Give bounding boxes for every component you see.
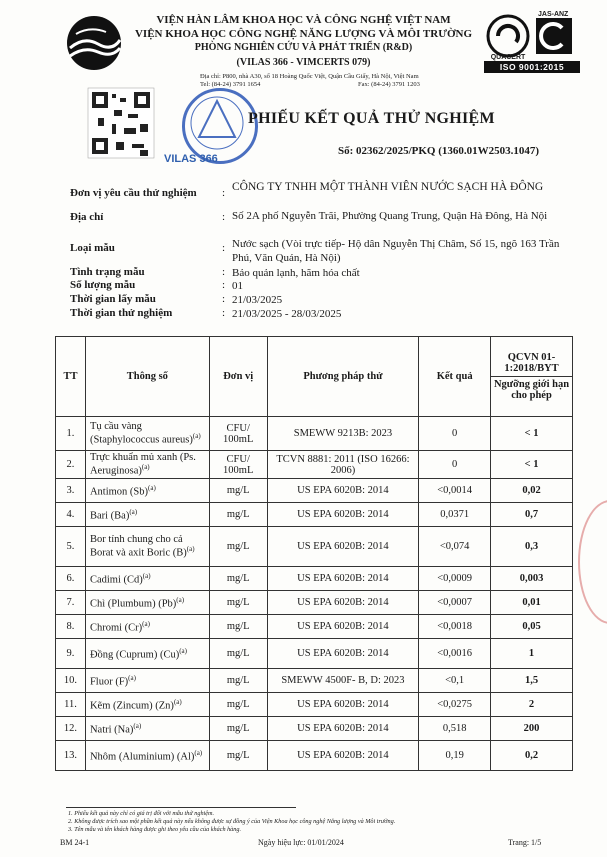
qr-code <box>68 84 168 162</box>
cell-tt: 8. <box>56 615 86 639</box>
cell-limit: < 1 <box>491 451 573 479</box>
cell-limit: 0,02 <box>491 479 573 503</box>
quacert-label: QUACERT <box>490 54 526 61</box>
note-3: 3. Tên mẫu và tên khách hàng được ghi theo yêu cầu của khách hàng. <box>68 826 242 833</box>
info-value-sample-type: Nước sạch (Vòi trực tiếp- Hộ dân Nguyễn Thị Châm, Số 15, ngõ 163 Trần Phú, Văn Quán, Hà Nội) <box>232 238 560 264</box>
cell-limit: 0,003 <box>491 567 573 591</box>
table-row <box>56 417 573 451</box>
table-row <box>56 639 573 669</box>
table-row <box>56 693 573 717</box>
header-limit <box>491 337 573 417</box>
cell-method: US EPA 6020B: 2014 <box>267 503 419 527</box>
vilas-badge-label: VILAS 366 <box>164 153 218 165</box>
cell-result: <0,0007 <box>419 591 491 615</box>
cell-method: US EPA 6020B: 2014 <box>267 717 419 741</box>
header-fax: Fax: (84-24) 3791 1203 <box>358 81 420 88</box>
header-limit-label: Ngưỡng giới hạn cho phép <box>493 379 570 401</box>
cell-method: US EPA 6020B: 2014 <box>267 639 419 669</box>
table-row <box>56 567 573 591</box>
cell-param: Cadimi $(Cd)^{(a)}$ <box>85 567 209 591</box>
accreditation-mark: (a) <box>129 507 138 516</box>
cell-unit: CFU/ 100mL <box>209 417 267 451</box>
cell-tt: 4. <box>56 503 86 527</box>
cell-result: <0,074 <box>419 527 491 567</box>
accreditation-mark: (a) <box>173 697 182 706</box>
cell-tt: 12. <box>56 717 86 741</box>
cell-param: Bor tính chung cho cả Borat và axit Boric $(B)^{(a)}$ <box>85 527 209 567</box>
table-row <box>56 451 573 479</box>
info-label-sampling-time: Thời gian lấy mẫu <box>70 293 156 305</box>
info-value-test-time: 21/03/2025 - 28/03/2025 <box>232 308 342 320</box>
table-row <box>56 717 573 741</box>
table-row <box>56 591 573 615</box>
info-colon: : <box>222 211 226 223</box>
accreditation-mark: (a) <box>148 483 156 492</box>
cell-method: SMEWW 9213B: 2023 <box>267 417 419 451</box>
cell-param: Natri $(Na)^{(a)}$ <box>85 717 209 741</box>
accreditation-mark: (a) <box>176 595 185 604</box>
cell-result: 0,518 <box>419 717 491 741</box>
info-colon: : <box>222 293 226 305</box>
cell-tt: 11. <box>56 693 86 717</box>
info-label-address: Địa chỉ <box>70 211 104 223</box>
cell-unit: mg/L <box>209 479 267 503</box>
cell-method: SMEWW 4500F- B, D: 2023 <box>267 669 419 693</box>
accreditation-mark: (a) <box>142 571 151 580</box>
info-label-sample-type: Loại mẫu <box>70 242 115 254</box>
info-label-test-time: Thời gian thử nghiệm <box>70 307 173 319</box>
cell-method: US EPA 6020B: 2014 <box>267 615 419 639</box>
header-department: PHÒNG NGHIÊN CỨU VÀ PHÁT TRIỂN (R&D) <box>194 42 413 53</box>
header-result: Kết quả <box>419 337 491 417</box>
cell-param: Chromi $(Cr)^{(a)}$ <box>85 615 209 639</box>
header-method: Phương pháp thử <box>267 337 419 417</box>
info-colon: : <box>222 266 226 278</box>
cell-unit: CFU/ 100mL <box>209 451 267 479</box>
results-table <box>55 336 573 771</box>
note-2: 2. Không được trích sao một phần kết quả này nếu không được sự đồng ý của Viện Khoa học công nghệ Năng lượng và Môi trường. <box>68 818 396 825</box>
accreditation-mark: (a) <box>179 646 187 655</box>
cell-param: Tụ cầu vàng (Staphylococcus aureus)$^{(a)}$ <box>85 417 209 451</box>
cell-method: US EPA 6020B: 2014 <box>267 741 419 771</box>
notes-divider <box>66 807 296 808</box>
info-value-condition: Bảo quản lạnh, hãm hóa chất <box>232 267 360 279</box>
cell-param: Đồng (Cuprum) $(Cu)^{(a)}$ <box>85 639 209 669</box>
red-seal-stamp <box>578 500 607 624</box>
info-value-quantity: 01 <box>232 280 243 292</box>
cell-method: US EPA 6020B: 2014 <box>267 693 419 717</box>
cell-unit: mg/L <box>209 615 267 639</box>
cell-result: <0,1 <box>419 669 491 693</box>
footer-effective-date: Ngày hiệu lực: 01/01/2024 <box>258 838 344 847</box>
cell-unit: mg/L <box>209 717 267 741</box>
page-title: PHIẾU KẾT QUẢ THỬ NGHIỆM <box>248 110 495 127</box>
header-phone: Tel: (84-24) 3791 1654 <box>200 81 261 88</box>
header-address: Địa chỉ: P800, nhà A30, số 18 Hoàng Quốc Việt, Quận Cầu Giấy, Hà Nội, Việt Nam <box>200 73 419 80</box>
cell-tt: 7. <box>56 591 86 615</box>
cell-tt: 13. <box>56 741 86 771</box>
cell-method: US EPA 6020B: 2014 <box>267 567 419 591</box>
accreditation-mark: (a) <box>128 673 136 682</box>
cell-param: Trực khuẩn mủ xanh (Ps. Aeruginosa)$^{(a)}$ <box>85 451 209 479</box>
cell-method: US EPA 6020B: 2014 <box>267 527 419 567</box>
cell-unit: mg/L <box>209 591 267 615</box>
cell-param: Bari $(Ba)^{(a)}$ <box>85 503 209 527</box>
footer-page-number: Trang: 1/5 <box>508 838 542 847</box>
cell-limit: 0,3 <box>491 527 573 567</box>
jas-anz-label: JAS-ANZ <box>538 11 569 18</box>
cell-param: Nhôm (Aluminium) $(Al)^{(a)}$ <box>85 741 209 771</box>
cell-unit: mg/L <box>209 741 267 771</box>
info-colon: : <box>222 242 226 254</box>
cell-method: US EPA 6020B: 2014 <box>267 591 419 615</box>
header-tt: TT <box>56 337 86 417</box>
accreditation-mark: (a) <box>141 463 150 472</box>
table-row <box>56 741 573 771</box>
cell-limit: 0,05 <box>491 615 573 639</box>
cell-limit: 0,7 <box>491 503 573 527</box>
info-label-quantity: Số lượng mẫu <box>70 279 136 291</box>
cell-result: 0 <box>419 451 491 479</box>
header-institute: VIỆN KHOA HỌC CÔNG NGHỆ NĂNG LƯỢNG VÀ MÔI TRƯỜNG <box>134 28 473 40</box>
cell-param: Kẽm (Zincum) $(Zn)^{(a)}$ <box>85 693 209 717</box>
cell-result: <0,0009 <box>419 567 491 591</box>
cell-limit: 200 <box>491 717 573 741</box>
iso-badge: ISO 9001:2015 <box>484 61 580 73</box>
accreditation-mark: (a) <box>192 432 201 441</box>
info-label-condition: Tình trạng mẫu <box>70 266 145 278</box>
cell-unit: mg/L <box>209 567 267 591</box>
cell-result: <0,0014 <box>419 479 491 503</box>
header-academy: VIỆN HÀN LÂM KHOA HỌC VÀ CÔNG NGHỆ VIỆT NAM <box>156 14 451 26</box>
cell-result: 0 <box>419 417 491 451</box>
note-1: 1. Phiếu kết quả này chỉ có giá trị đối với mẫu thử nghiệm. <box>68 810 215 817</box>
info-value-sampling-time: 21/03/2025 <box>232 294 283 306</box>
cell-result: <0,0018 <box>419 615 491 639</box>
table-row <box>56 615 573 639</box>
cell-unit: mg/L <box>209 669 267 693</box>
info-value-requester: CÔNG TY TNHH MỘT THÀNH VIÊN NƯỚC SẠCH HÀ ĐÔNG <box>232 181 544 193</box>
cell-unit: mg/L <box>209 693 267 717</box>
cell-result: <0,0275 <box>419 693 491 717</box>
cell-unit: mg/L <box>209 639 267 669</box>
info-label-requester: Đơn vị yêu cầu thử nghiệm <box>70 187 197 199</box>
table-row <box>56 479 573 503</box>
cell-limit: < 1 <box>491 417 573 451</box>
cell-tt: 1. <box>56 417 86 451</box>
table-row <box>56 503 573 527</box>
cell-param: Antimon $(Sb)^{(a)}$ <box>85 479 209 503</box>
report-number: Số: 02362/2025/PKQ (1360.01W2503.1047) <box>338 145 540 157</box>
header-unit: Đơn vị <box>209 337 267 417</box>
info-colon: : <box>222 279 226 291</box>
accreditation-mark: (a) <box>142 619 150 628</box>
cell-tt: 6. <box>56 567 86 591</box>
cell-method: US EPA 6020B: 2014 <box>267 479 419 503</box>
notes <box>68 810 395 834</box>
cell-unit: mg/L <box>209 503 267 527</box>
cell-param: Chì (Plumbum) $(Pb)^{(a)}$ <box>85 591 209 615</box>
cell-tt: 9. <box>56 639 86 669</box>
table-row <box>56 669 573 693</box>
cell-result: <0,0016 <box>419 639 491 669</box>
cell-result: 0,0371 <box>419 503 491 527</box>
info-value-address: Số 2A phố Nguyễn Trãi, Phường Quang Trung, Quận Hà Đông, Hà Nội <box>232 210 548 222</box>
cell-limit: 0,01 <box>491 591 573 615</box>
cell-tt: 10. <box>56 669 86 693</box>
cell-tt: 3. <box>56 479 86 503</box>
cell-param: Fluor $(F)^{(a)}$ <box>85 669 209 693</box>
cell-method: TCVN 8881: 2011 (ISO 16266: 2006) <box>267 451 419 479</box>
header-param: Thông số <box>85 337 209 417</box>
accreditation-mark: (a) <box>194 748 203 757</box>
footer-form-code: BM 24-1 <box>60 838 90 847</box>
header-qcvn: QCVN 01-1:2018/BYT <box>491 350 572 377</box>
header-accreditation: (VILAS 366 - VIMCERTS 079) <box>236 57 371 68</box>
cell-tt: 5. <box>56 527 86 567</box>
accreditation-mark: (a) <box>186 545 195 554</box>
info-colon: : <box>222 307 226 319</box>
cell-unit: mg/L <box>209 527 267 567</box>
cell-limit: 0,2 <box>491 741 573 771</box>
table-row <box>56 527 573 567</box>
cell-limit: 1 <box>491 639 573 669</box>
cell-tt: 2. <box>56 451 86 479</box>
accreditation-mark: (a) <box>133 721 142 730</box>
info-colon: : <box>222 187 226 199</box>
cell-limit: 2 <box>491 693 573 717</box>
cell-limit: 1,5 <box>491 669 573 693</box>
cell-result: 0,19 <box>419 741 491 771</box>
